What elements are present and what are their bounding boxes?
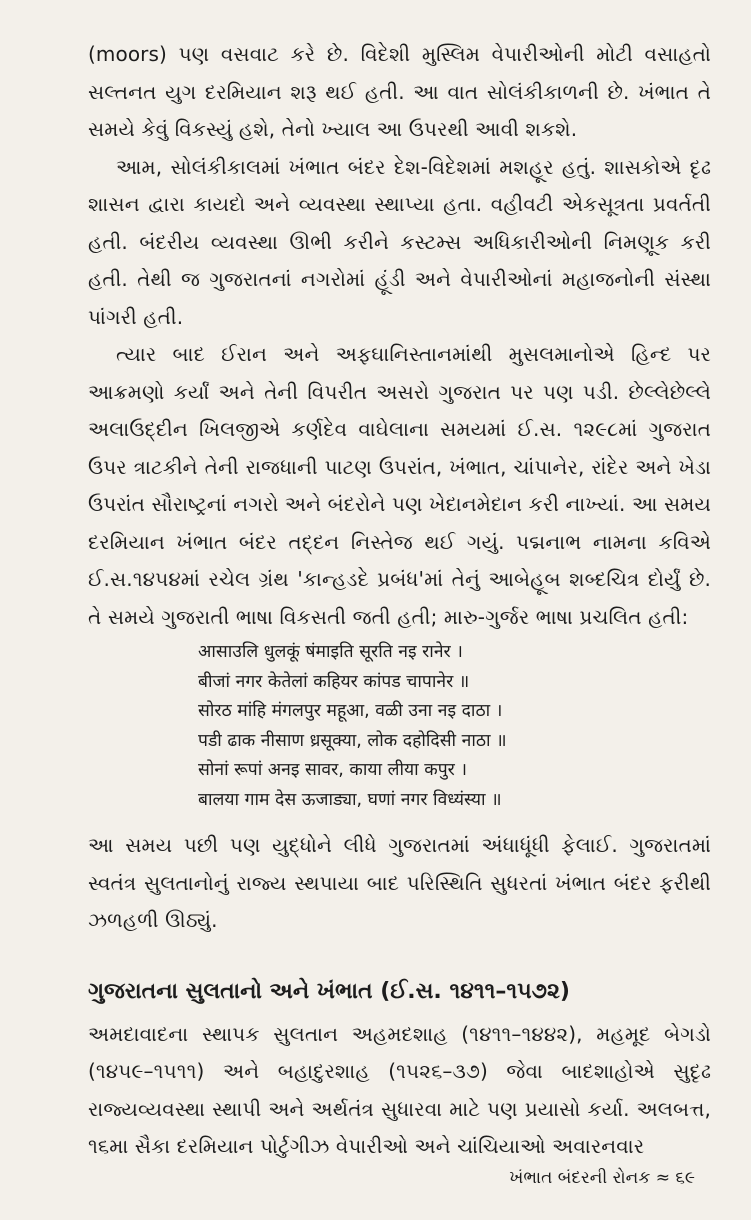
verse-line: सोनां रूपां अनइ सावर, काया लीया कपुर । xyxy=(198,760,468,780)
verse-line: बालया गाम देस ऊजाड्या, घणां नगर विध्यंस्या ॥ xyxy=(198,789,502,810)
paragraph-4: આ સમય પછી પણ યુદ્ધોને લીધે ગુજરાતમાં અંધાધૂંધી ફેલાઈ. ગુજરાતમાં સ્વતંત્ર સુલતાનોનું રાજ્ય સ્થપાયા બાદ પરિસ્થિતિ સુધરતાં ખંભાત બંદર ફરીથી ઝળહળી ઊઠ્યું. xyxy=(88,833,711,932)
running-title: ખંભાત બંદરની રોનક xyxy=(509,1168,651,1188)
page-footer xyxy=(509,1168,695,1188)
page-number: ૬૯ xyxy=(675,1168,695,1188)
verse-line: सोरठ मांहि मंगलपुर महूआ, वळी उना नइ दाठा । xyxy=(198,701,503,721)
paragraph-3: ત્યાર બાદ ઈરાન અને અફઘાનિસ્તાનમાંથી મુસલમાનોએ હિન્દ પર આક્રમણો કર્યાં અને તેની વિપરીત અસરો ગુજરાત પર પણ પડી. છેલ્લેછેલ્લે અલાઉદ્દીન ખિલજીએ કર્ણદેવ વાઘેલાના સમયમાં ઈ.સ. ૧૨૯૮માં ગુજરાત ઉપર ત્રાટકીને તેની રાજધાની પાટણ ઉપરાંત, ખંભાત, ચાંપાનેર, રાંદેર અને ખેડા ઉપરાંત સૌરાષ્ટ્રનાં નગરો અને બંદરોને પણ ખેદાનમેદાન કરી નાખ્યાં. આ સમય દરમિયાન ખંભાત બંદર તદ્દન નિસ્તેજ થઈ ગયું. પદ્મનાભ નામના કવિએ ઈ.સ.૧૪૫૪માં રચેલ ગ્રંથ 'કાન્હડદે પ્રબંધ'માં તેનું આબેહૂબ શબ્દચિત્ર દોર્યું છે. તે સમયે ગુજરાતી ભાષા વિકસતી જતી હતી; મારુ-ગુર્જર ભાષા પ્રચલિત હતી: xyxy=(88,342,711,629)
verse-block xyxy=(198,638,711,815)
section-heading: ગુજરાતના સુલતાનો અને ખંભાત (ઈ.સ. ૧૪૧૧–૧૫૭૨) xyxy=(88,978,570,1004)
paragraph-2: આમ, સોલંકીકાલમાં ખંભાત બંદર દેશ-વિદેશમાં મશહૂર હતું. શાસકોએ દૃઢ શાસન દ્વારા કાયદો અને વ્યવસ્થા સ્થાપ્યા હતા. વહીવટી એકસૂત્રતા પ્રવર્તતી હતી. બંદરીય વ્યવસ્થા ઊભી કરીને કસ્ટમ્સ અધિકારીઓની નિમણૂક કરી હતી. તેથી જ ગુજરાતનાં નગરોમાં હૂંડી અને વેપારીઓનાં મહાજનોની સંસ્થા પાંગરી હતી. xyxy=(88,154,711,329)
paragraph-5: અમદાવાદના સ્થાપક સુલતાન અહમદશાહ (૧૪૧૧–૧૪૪૨), મહમૂદ બેગડો (૧૪૫૯–૧૫૧૧) અને બહાદુરશાહ (૧૫૨૬–૩૭) જેવા બાદશાહોએ સુદૃઢ રાજ્યવ્યવસ્થા સ્થાપી અને અર્થતંત્ર સુધારવા માટે પણ પ્રયાસો કર્યા. અલબત્ત, ૧૬મા સૈકા દરમિયાન પોર્ટુગીઝ વેપારીઓ અને ચાંચિયાઓ અવારનવાર xyxy=(88,1021,711,1158)
paragraph-1: (moors) પણ વસવાટ કરે છે. વિદેશી મુસ્લિમ વેપારીઓની મોટી વસાહતો સલ્તનત યુગ દરમિયાન શરૂ થઈ હતી. આ વાત સોલંકીકાળની છે. ખંભાત તે સમયે કેવું વિકસ્યું હશે, તેનો ખ્યાલ આ ઉપરથી આવી શકશે. xyxy=(88,42,711,141)
footer-separator: ≈ xyxy=(655,1168,670,1188)
verse-line: आसाउलि धुलकूं षंमाइति सूरति नइ रानेर । xyxy=(198,642,463,662)
verse-line: पडी ढाक नीसाण ध्रसूक्या, लोक दहोदिसी नाठा ॥ xyxy=(198,730,507,751)
verse-line: बीजां नगर केतेलां कहियर कांपड चापानेर ॥ xyxy=(198,671,470,692)
